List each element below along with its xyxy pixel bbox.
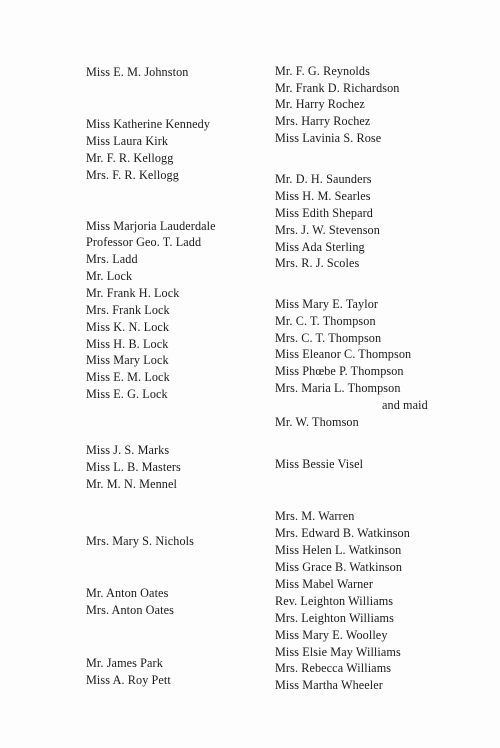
passenger-name: Mrs. Maria L. Thompson: [275, 381, 401, 395]
passenger-name: Mrs. Anton Oates: [86, 603, 174, 617]
passenger-name: Mr. James Park: [86, 656, 163, 670]
passenger-name: Mrs. Ladd: [86, 252, 138, 266]
passenger-name: Mrs. Rebecca Williams: [275, 661, 392, 675]
passenger-name: Miss Ada Sterling: [275, 240, 365, 254]
passenger-name: Mr. Harry Rochez: [275, 97, 365, 111]
passenger-note: and maid: [382, 398, 428, 412]
passenger-name: Miss Mabel Warner: [275, 577, 373, 591]
passenger-name: Miss Mary Lock: [86, 353, 169, 367]
passenger-name: Miss K. N. Lock: [86, 320, 170, 334]
passenger-name: Mrs. Harry Rochez: [275, 114, 371, 128]
passenger-name: Miss Laura Kirk: [86, 134, 169, 148]
passenger-name: Mrs. Mary S. Nichols: [86, 534, 194, 548]
passenger-name: Mrs. Leighton Williams: [275, 611, 394, 625]
passenger-name: Miss Mary E. Woolley: [275, 628, 388, 642]
passenger-name: Miss Bessie Visel: [275, 457, 364, 471]
passenger-name: Miss Mary E. Taylor: [275, 297, 379, 311]
passenger-name: Mr. Lock: [86, 269, 133, 283]
passenger-name: Mr. W. Thomson: [275, 415, 359, 429]
passenger-name: Miss Eleanor C. Thompson: [275, 347, 412, 361]
passenger-name: Mr. M. N. Mennel: [86, 477, 177, 491]
passenger-name: Miss Katherine Kennedy: [86, 117, 211, 131]
passenger-name: Miss Helen L. Watkinson: [275, 543, 402, 557]
passenger-name: Miss Phœbe P. Thompson: [275, 364, 404, 378]
passenger-name: Miss L. B. Masters: [86, 460, 181, 474]
passenger-name: Miss E. G. Lock: [86, 387, 168, 401]
passenger-name: Miss E. M. Lock: [86, 370, 170, 384]
passenger-name: Mrs. J. W. Stevenson: [275, 223, 380, 237]
passenger-name: Miss H. B. Lock: [86, 337, 169, 351]
passenger-name: Professor Geo. T. Ladd: [86, 235, 202, 249]
passenger-name: Miss Edith Shepard: [275, 206, 373, 220]
passenger-name: Miss Lavinia S. Rose: [275, 131, 382, 145]
passenger-name: Mrs. F. R. Kellogg: [86, 168, 179, 182]
passenger-name: Mr. D. H. Saunders: [275, 172, 372, 186]
passenger-name: Mrs. Frank Lock: [86, 303, 170, 317]
passenger-name: Mrs. R. J. Scoles: [275, 256, 360, 270]
passenger-name: Miss J. S. Marks: [86, 443, 170, 457]
passenger-name: Mr. F. R. Kellogg: [86, 151, 174, 165]
passenger-name: Rev. Leighton Williams: [275, 594, 394, 608]
passenger-name: Miss Elsie May Williams: [275, 645, 401, 659]
passenger-name: Miss Marjoria Lauderdale: [86, 219, 216, 233]
passenger-name: Mr. C. T. Thompson: [275, 314, 376, 328]
passenger-name: Miss H. M. Searles: [275, 189, 371, 203]
passenger-name: Mr. F. G. Reynolds: [275, 64, 370, 78]
passenger-name: Mr. Frank D. Richardson: [275, 81, 400, 95]
passenger-name: Mr. Anton Oates: [86, 586, 169, 600]
passenger-name: Mr. Frank H. Lock: [86, 286, 180, 300]
passenger-name: Miss Martha Wheeler: [275, 678, 383, 692]
passenger-name: Mrs. C. T. Thompson: [275, 331, 382, 345]
passenger-name: Mrs. Edward B. Watkinson: [275, 526, 410, 540]
passenger-name: Miss E. M. Johnston: [86, 65, 189, 79]
passenger-name: Miss Grace B. Watkinson: [275, 560, 403, 574]
passenger-name: Mrs. M. Warren: [275, 509, 355, 523]
passenger-name: Miss A. Roy Pett: [86, 673, 171, 687]
